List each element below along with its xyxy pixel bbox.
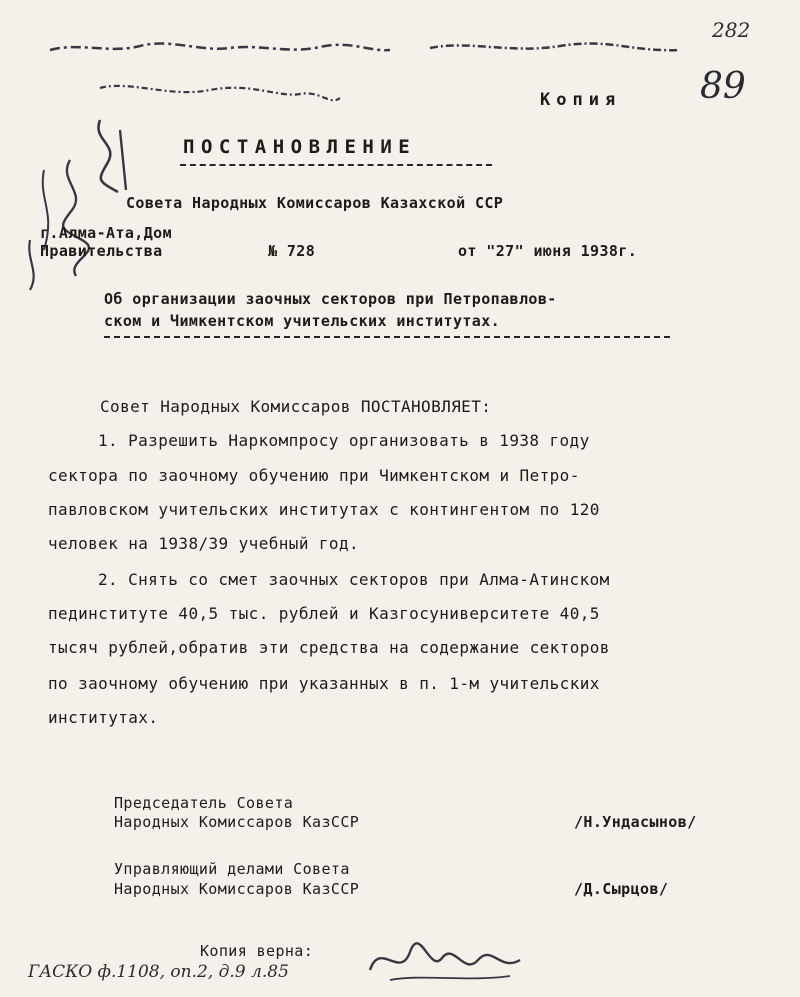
manager-title-2: Народных Комиссаров КазССР [114,880,360,898]
item2-line5: институтах. [48,708,159,727]
document-date: от "27" июня 1938г. [458,242,638,260]
item2-line4: по заочному обучению при указанных в п. 1-м учительских [48,674,600,693]
copy-stamp: Копия [540,90,622,110]
preamble: Совет Народных Комиссаров ПОСТАНОВЛЯЕТ: [100,397,492,416]
signature-scribble [360,930,540,990]
subject-line-2: ском и Чимкентском учительских институтах. [104,312,501,330]
manager-title-1: Управляющий делами Совета [114,860,350,878]
subject-line-1: Об организации заочных секторов при Петропавлов- [104,290,557,308]
page-number-main: 89 [700,66,746,107]
copy-verified: Копия верна: [200,942,314,960]
chair-name: /Н.Ундасынов/ [574,813,697,831]
subject-underline [104,336,670,338]
manager-name: /Д.Сырцов/ [574,880,669,898]
place-line-1: г.Алма-Ата,Дом [40,224,173,242]
item2-line1: 2. Снять со смет заочных секторов при Алма-Атинском [98,570,610,589]
item2-line3: тысяч рублей,обратив эти средства на содержание секторов [48,638,610,657]
item2-line2: пединституте 40,5 тыс. рублей и Казгосуниверситете 40,5 [48,604,600,623]
item1-line2: сектора по заочному обучению при Чимкентском и Петро- [48,466,580,485]
archive-reference: ГАСКО ф.1108, оп.2, д.9 л.85 [28,962,289,982]
place-line-2: Правительства [40,242,163,260]
chair-title-1: Председатель Совета [114,794,294,812]
item1-line3: павловском учительских институтах с контингентом по 120 [48,500,600,519]
chair-title-2: Народных Комиссаров КазССР [114,813,360,831]
page-number-top: 282 [712,18,751,42]
item1-line1: 1. Разрешить Наркомпросу организовать в 1938 году [98,431,590,450]
issuer-line: Совета Народных Комиссаров Казахской ССР [126,194,504,212]
document-title: ПОСТАНОВЛЕНИЕ [183,136,417,158]
document-number: № 728 [268,242,316,260]
item1-line4: человек на 1938/39 учебный год. [48,534,360,553]
title-underline [180,164,492,166]
